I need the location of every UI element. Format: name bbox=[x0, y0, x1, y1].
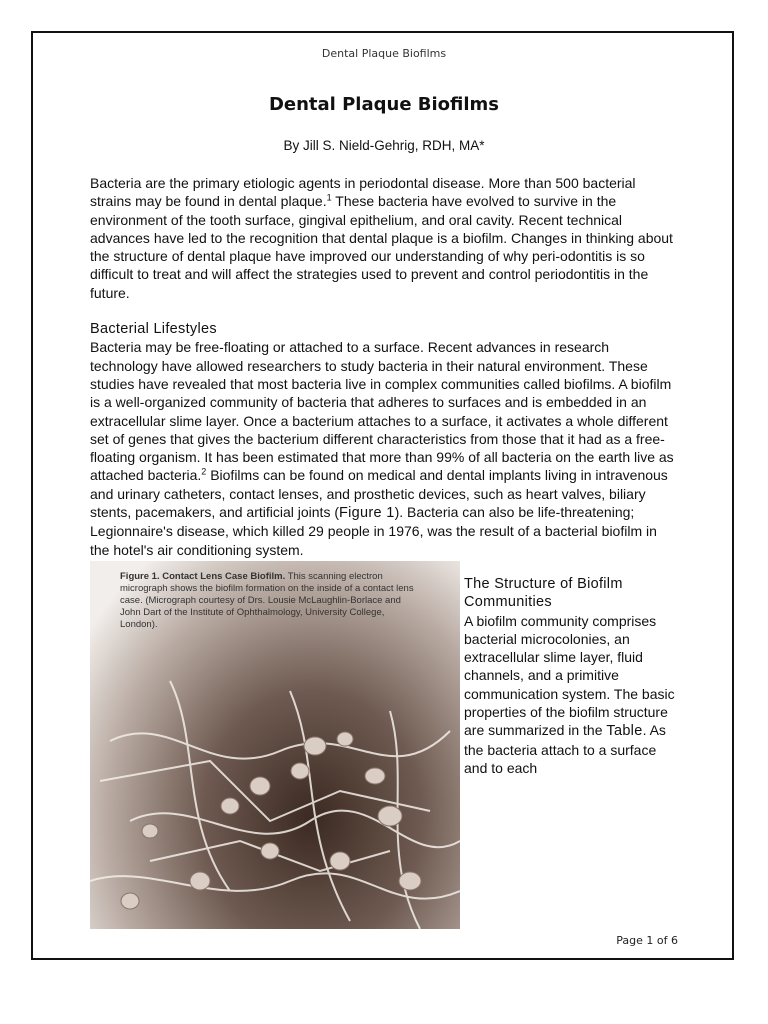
author-line: By Jill S. Nield-Gehrig, RDH, MA* bbox=[283, 138, 485, 153]
section1-paragraph bbox=[90, 338, 680, 559]
intro-text-1: Bacteria are the primary etiologic agents in periodontal disease. More than 500 bacterial strains may be found in dental plaque. bbox=[90, 175, 636, 210]
article-body bbox=[90, 174, 680, 929]
figure-1-micrograph bbox=[90, 561, 460, 929]
section1-text-3: ). Bacteria can also be life-threatening; Legionnaire's disease, which killed 29 people in 1976, was the result of a bacterial biofilm in the hotel's air conditioning system. bbox=[90, 504, 657, 558]
section2-text-1: A biofilm community comprises bacterial microcolonies, an extracellular slime layer, fluid channels, and a primitive communication system. The basic properties of the biofilm structure are summarized in the bbox=[464, 612, 675, 739]
figure-caption-label: Figure 1. Contact Lens Case Biofilm. bbox=[120, 570, 286, 582]
section1-text-1: Bacteria may be free-floating or attached to a surface. Recent advances in research technology have allowed researchers to study bacteria in their natural environment. These studies have revealed that most bacteria live in complex communities called biofilms. A biofilm is a well-organized community of bacteria that adheres to surfaces and is embedded in an extracellular slime layer. Once a bacterium attaches to a surface, it activates a whole different set of genes that gives the bacterium different characteristics from those that it had as a free-floating organism. It has been estimated that more than 99% of all bacteria on the earth live as attached bacteria. bbox=[90, 339, 674, 484]
page-number: Page 1 of 6 bbox=[616, 934, 678, 947]
figure-caption-text: This scanning electron micrograph shows the biofilm formation on the inside of a contact lens case. (Micrograph courtesy of Drs. Lousie McLaughlin-Borlace and John Dart of the Institute of Ophthalmology, University College, London). bbox=[120, 570, 414, 630]
section1-text-2: Biofilms can be found on medical and dental implants living in intravenous and urinary catheters, contact lenses, and prosthetic devices, such as heart valves, biliary stents, pacemakers, and artificial joints ( bbox=[90, 467, 668, 521]
figure-1-reference: Figure 1 bbox=[339, 505, 395, 522]
intro-paragraph bbox=[90, 174, 680, 302]
footnote-ref-2: 2 bbox=[201, 466, 207, 477]
section-heading-bacterial-lifestyles: Bacterial Lifestyles bbox=[90, 321, 217, 338]
section2-text-2: . As the bacteria attach to a surface and to each bbox=[464, 722, 666, 776]
section-heading-structure: The Structure of Biofilm Communities bbox=[464, 575, 623, 611]
footnote-ref-1: 1 bbox=[326, 192, 332, 203]
document-title: Dental Plaque Biofilms bbox=[268, 94, 500, 115]
running-head: Dental Plaque Biofilms bbox=[321, 47, 447, 60]
figure-caption bbox=[120, 571, 420, 631]
table-reference: Table bbox=[606, 723, 643, 740]
intro-text-2: These bacteria have evolved to survive in the environment of the tooth surface, gingival epithelium, and oral cavity. Recent technical advances have led to the recognition that dental plaque is a biofilm. Changes in thinking about the structure of dental plaque have improved our understanding of why peri-odontitis is so difficult to treat and will affect the strategies used to prevent and control periodontitis in the future. bbox=[90, 193, 673, 301]
